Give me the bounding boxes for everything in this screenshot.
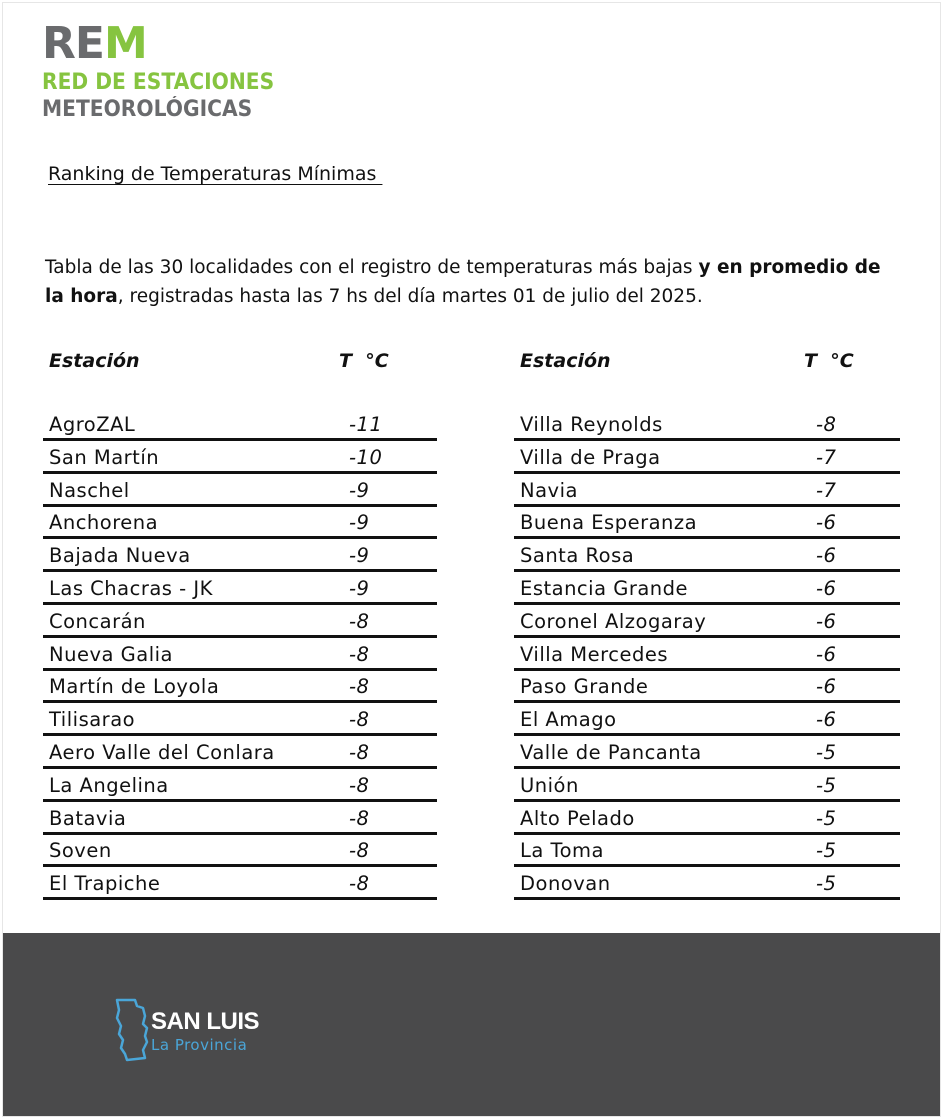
station-name: Martín de Loyola [49,675,220,699]
rem-logo-re: RE [42,18,104,69]
temperature-value: -11 [349,413,383,436]
table-row [514,539,900,572]
temperature-value: -9 [349,544,370,568]
temperature-value: -6 [816,642,837,666]
station-name: Navia [520,478,578,502]
temperature-value: -6 [816,576,837,600]
station-name: El Trapiche [49,872,161,896]
table-row [43,703,437,736]
table-row [514,867,900,900]
table-row [43,671,437,704]
table-row [43,867,437,900]
table-row [43,409,437,441]
table-row [43,769,437,802]
temperature-value: -9 [349,576,370,600]
table-row [514,802,900,835]
temperature-value: -5 [816,806,837,830]
intro-text-1: Tabla de las 30 localidades con el registro de temperaturas más bajas [45,257,699,278]
table-row [43,736,437,769]
table-row [514,671,900,704]
table-row [43,835,437,868]
station-column-header: Estación [49,350,140,372]
station-name: San Martín [49,445,160,469]
station-name: El Amago [520,708,617,732]
station-name: Concarán [49,609,146,633]
station-name: Paso Grande [520,675,649,699]
station-name: Valle de Pancanta [520,740,702,764]
page-title: Ranking de Temperaturas Mínimas [48,163,383,185]
station-name: Soven [49,839,112,863]
table-row [514,474,900,507]
temperature-value: -6 [816,544,837,568]
temperature-value: -7 [816,478,837,502]
temperature-column-header: T °C [339,350,389,372]
station-name: Aero Valle del Conlara [49,740,275,764]
station-name: Villa de Praga [520,445,661,469]
table-row [43,539,437,572]
station-name: Alto Pelado [520,806,635,830]
table-row [43,507,437,540]
footer-subtitle: La Provincia [151,1036,248,1054]
table-row [514,703,900,736]
station-name: Estancia Grande [520,576,689,600]
footer-title: SAN LUIS [151,1008,260,1035]
temperature-value: -8 [816,413,837,436]
temperature-column-header: T °C [804,350,854,372]
temperature-value: -10 [349,445,383,469]
intro-text-bold: y en promedio de la hora [45,257,881,307]
table-row [43,572,437,605]
station-name: Unión [520,773,579,797]
table-row [514,638,900,671]
temperature-value: -9 [349,478,370,502]
station-name: Naschel [49,478,130,502]
table-row [514,835,900,868]
table-row [514,572,900,605]
rem-logo-line1: RED DE ESTACIONES [42,70,275,95]
temperature-value: -8 [349,675,370,699]
temperature-value: -9 [349,511,370,535]
rem-logo-line2: METEOROLÓGICAS [42,97,253,122]
station-name: Batavia [49,806,127,830]
table-row [514,507,900,540]
station-column-header: Estación [520,350,611,372]
station-name: La Angelina [49,773,169,797]
table-row [43,441,437,474]
temperature-value: -8 [349,642,370,666]
table-header [43,346,437,384]
station-name: Villa Mercedes [520,642,668,666]
temperature-value: -6 [816,708,837,732]
ranking-table-right [514,346,900,900]
table-row [43,474,437,507]
table-header [514,346,900,384]
station-name: Bajada Nueva [49,544,191,568]
temperature-value: -7 [816,445,837,469]
rem-logo [42,18,294,124]
intro-paragraph [45,253,905,311]
table-row [514,409,900,441]
table-row [514,736,900,769]
station-name: La Toma [520,839,604,863]
table-row [43,802,437,835]
table-row [514,441,900,474]
station-name: Tilisarao [49,708,136,732]
table-row [514,605,900,638]
table-row [514,769,900,802]
station-name: Donovan [520,872,611,896]
temperature-value: -8 [349,806,370,830]
station-name: Anchorena [49,511,159,535]
station-name: Villa Reynolds [520,413,663,436]
temperature-value: -8 [349,708,370,732]
table-body [514,409,900,900]
temperature-value: -5 [816,872,837,896]
intro-text-2: , registradas hasta las 7 hs del día martes 01 de julio del 2025. [117,286,703,307]
ranking-table-left [43,346,437,900]
station-name: Coronel Alzogaray [520,609,707,633]
temperature-value: -6 [816,675,837,699]
temperature-value: -8 [349,773,370,797]
temperature-value: -8 [349,609,370,633]
san-luis-province-map-icon [113,998,153,1062]
station-name: Las Chacras - JK [49,576,213,600]
rem-logo-m: M [103,18,147,69]
temperature-value: -5 [816,740,837,764]
footer [3,933,940,1116]
station-name: Buena Esperanza [520,511,698,535]
table-row [43,605,437,638]
station-name: Nueva Galia [49,642,173,666]
temperature-value: -6 [816,511,837,535]
temperature-value: -6 [816,609,837,633]
temperature-value: -8 [349,872,370,896]
temperature-value: -8 [349,740,370,764]
table-row [43,638,437,671]
san-luis-logo [113,998,283,1068]
station-name: AgroZAL [49,413,136,436]
station-name: Santa Rosa [520,544,635,568]
temperature-value: -5 [816,839,837,863]
rem-logo-wordmark [42,18,294,69]
temperature-value: -5 [816,773,837,797]
temperature-value: -8 [349,839,370,863]
table-body [43,409,437,900]
